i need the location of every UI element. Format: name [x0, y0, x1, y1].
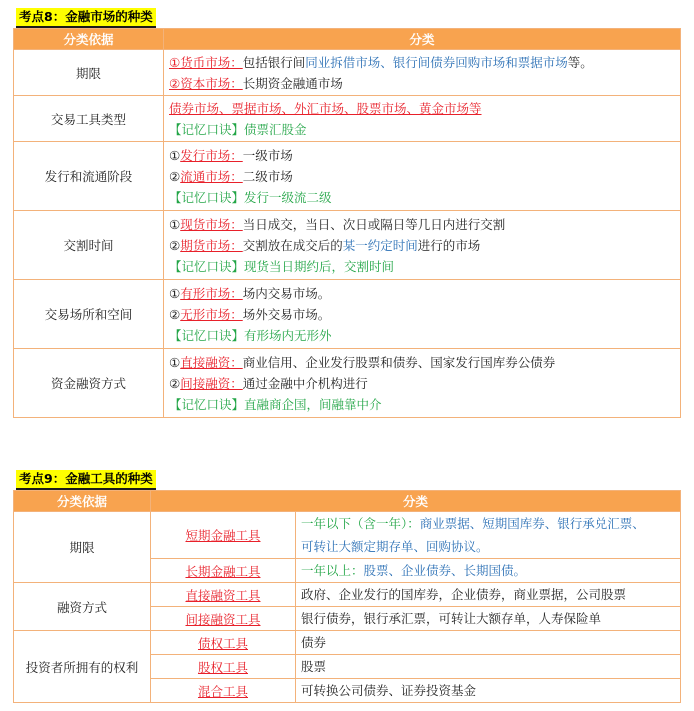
description-line: [169, 235, 680, 256]
text-segment: 债券: [301, 635, 327, 650]
instrument-description: [296, 583, 681, 607]
category-cell: [151, 631, 296, 655]
table-row: [14, 280, 681, 349]
instrument-description: [296, 512, 681, 559]
text-segment: 商业票据、短期国库券、银行承兑汇票、: [419, 516, 645, 531]
table-row: [14, 631, 681, 655]
text-segment: ①: [169, 354, 181, 370]
group-label: 融资方式: [14, 583, 151, 631]
text-segment: ①货币市场：: [169, 54, 243, 70]
instrument-category: 债权工具: [197, 635, 248, 651]
row-label: 交易场所和空间: [14, 280, 164, 349]
text-segment: ①: [169, 285, 181, 301]
section1-title: 考点8：金融市场的种类: [16, 8, 156, 28]
row-description: [164, 349, 681, 418]
description-line: [301, 512, 680, 535]
description-line: [169, 256, 680, 277]
category-cell: [151, 512, 296, 559]
description-line: [169, 214, 680, 235]
instrument-category: 直接融资工具: [185, 587, 261, 603]
group-label: 投资者所拥有的权利: [14, 631, 151, 703]
text-segment: 包括银行间: [242, 54, 306, 70]
description-line: [301, 607, 680, 630]
instrument-description: [296, 559, 681, 583]
description-line: [301, 583, 680, 606]
text-segment: 交割放在成交后的: [242, 237, 343, 253]
header-category: 分类: [151, 491, 681, 512]
text-segment: 可转换公司债券、证券投资基金: [301, 683, 477, 698]
description-line: [169, 394, 680, 415]
table-row: [14, 142, 681, 211]
instrument-description: [296, 631, 681, 655]
row-description: [164, 280, 681, 349]
group-label: 期限: [14, 512, 151, 583]
row-description: [164, 211, 681, 280]
text-segment: 【记忆口诀】有形场内无形外: [169, 327, 332, 343]
table-row: [14, 583, 681, 607]
instrument-category: 混合工具: [197, 683, 248, 699]
text-segment: 可转让大额定期存单、回购协议。: [301, 539, 489, 554]
instrument-description: [296, 655, 681, 679]
text-segment: 政府、企业发行的国库券，企业债券，商业票据，公司股票: [301, 587, 627, 602]
text-segment: 某一约定时间: [342, 237, 418, 253]
instrument-description: [296, 607, 681, 631]
text-segment: 现货市场：: [180, 216, 243, 232]
section2-title: 考点9：金融工具的种类: [16, 470, 156, 490]
financial-instruments-table: [13, 490, 681, 703]
text-segment: 银行债券，银行承汇票，可转让大额存单，人寿保险单: [301, 611, 602, 626]
description-line: [301, 559, 680, 582]
text-segment: 场外交易市场。: [242, 306, 331, 322]
row-description: [164, 142, 681, 211]
text-segment: 通过金融中介机构进行: [242, 375, 368, 391]
header-basis: 分类依据: [14, 29, 164, 50]
text-segment: 进行的市场: [417, 237, 481, 253]
instrument-category: 股权工具: [197, 659, 248, 675]
instrument-category: 短期金融工具: [185, 528, 261, 543]
row-description: [164, 96, 681, 142]
text-segment: 场内交易市场。: [242, 285, 331, 301]
table-row: [14, 349, 681, 418]
description-line: [169, 325, 680, 346]
row-label: 发行和流通阶段: [14, 142, 164, 211]
text-segment: 【记忆口诀】直融商企国，间融靠中介: [169, 396, 382, 412]
text-segment: ②资本市场：: [169, 75, 243, 91]
text-segment: 有形市场：: [180, 285, 243, 301]
row-description: [164, 50, 681, 96]
instrument-description: [296, 679, 681, 703]
description-line: [169, 304, 680, 325]
description-line: [169, 73, 680, 94]
text-segment: 一年以下（含一年）：: [301, 516, 420, 531]
text-segment: 一年以上：: [301, 563, 364, 578]
description-line: [301, 535, 680, 558]
text-segment: 股票、企业债券、长期国债。: [363, 563, 527, 578]
text-segment: ①: [169, 216, 181, 232]
text-segment: 等。: [567, 54, 593, 70]
category-cell: [151, 655, 296, 679]
description-line: [301, 631, 680, 654]
text-segment: 流通市场：: [180, 168, 243, 184]
text-segment: 长期资金融通市场: [242, 75, 343, 91]
description-line: [169, 145, 680, 166]
description-line: [301, 655, 680, 678]
header-basis: 分类依据: [14, 491, 151, 512]
financial-markets-table: [13, 28, 681, 418]
text-segment: ②: [169, 306, 181, 322]
category-cell: [151, 679, 296, 703]
row-label: 交易工具类型: [14, 96, 164, 142]
description-line: [169, 98, 680, 119]
category-cell: [151, 583, 296, 607]
row-label: 期限: [14, 50, 164, 96]
description-line: [169, 166, 680, 187]
table-row: [14, 96, 681, 142]
text-segment: ②: [169, 375, 181, 391]
category-cell: [151, 607, 296, 631]
text-segment: 当日成交，当日、次日或隔日等几日内进行交割: [242, 216, 506, 232]
text-segment: 无形市场：: [180, 306, 243, 322]
text-segment: 【记忆口诀】发行一级流二级: [169, 189, 332, 205]
category-cell: [151, 559, 296, 583]
table-row: [14, 512, 681, 559]
text-segment: 商业信用、企业发行股票和债券、国家发行国库券公债券: [242, 354, 556, 370]
instrument-category: 间接融资工具: [185, 611, 261, 627]
text-segment: 债券市场、票据市场、外汇市场、股票市场、黄金市场等: [169, 100, 482, 116]
text-segment: 直接融资：: [180, 354, 243, 370]
text-segment: 期货市场：: [180, 237, 243, 253]
description-line: [169, 352, 680, 373]
text-segment: 发行市场：: [180, 147, 243, 163]
text-segment: ①: [169, 147, 181, 163]
description-line: [169, 373, 680, 394]
header-category: 分类: [164, 29, 681, 50]
text-segment: 股票: [301, 659, 327, 674]
text-segment: 二级市场: [242, 168, 293, 184]
text-segment: 一级市场: [242, 147, 293, 163]
description-line: [169, 52, 680, 73]
text-segment: 【记忆口诀】债票汇股金: [169, 121, 307, 137]
table-row: [14, 50, 681, 96]
row-label: 资金融资方式: [14, 349, 164, 418]
instrument-category: 长期金融工具: [185, 563, 261, 579]
description-line: [169, 119, 680, 140]
text-segment: ②: [169, 168, 181, 184]
text-segment: 【记忆口诀】现货当日期约后，交割时间: [169, 258, 395, 274]
text-segment: 同业拆借市场、银行间债券回购市场和票据市场: [305, 54, 568, 70]
description-line: [169, 187, 680, 208]
text-segment: 间接融资：: [180, 375, 243, 391]
description-line: [301, 679, 680, 702]
table-row: [14, 211, 681, 280]
description-line: [169, 283, 680, 304]
text-segment: ②: [169, 237, 181, 253]
row-label: 交割时间: [14, 211, 164, 280]
